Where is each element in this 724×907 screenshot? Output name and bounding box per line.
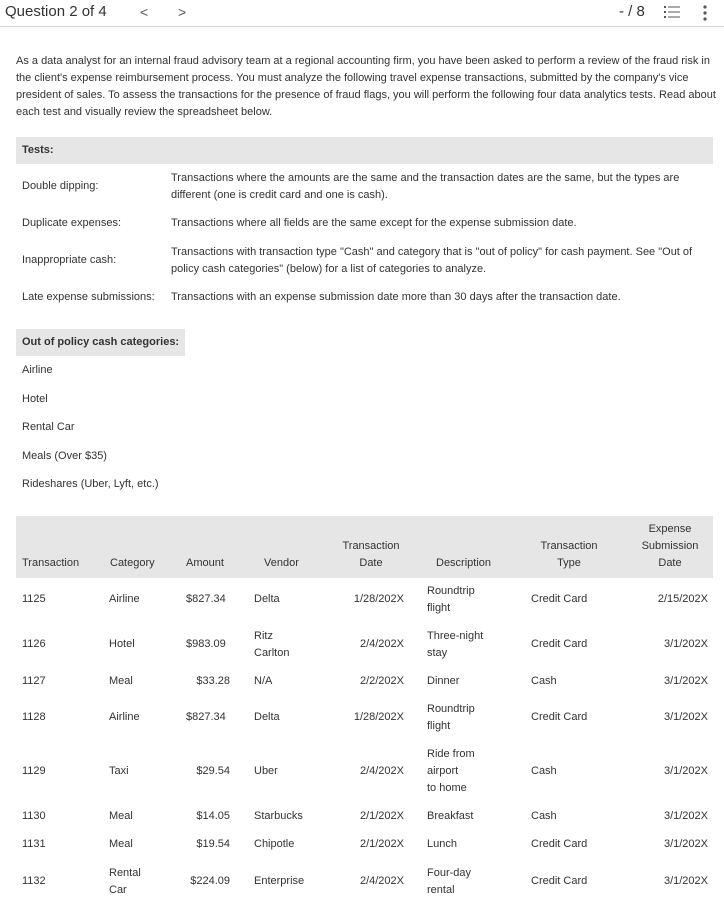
cell-vendor-line: Carlton — [254, 647, 290, 659]
test-label: Inappropriate cash: — [22, 254, 117, 266]
category-item: Rental Car — [22, 421, 75, 433]
test-description: Transactions where the amounts are the same and the transaction dates are the same, but the types are different (one is credit card and one is cash). — [171, 172, 680, 201]
cell-transaction-date: 2/4/202X — [359, 765, 404, 777]
header-line: Date — [658, 557, 682, 569]
column-header-transaction: Transaction — [22, 557, 80, 569]
cell-amount: $33.28 — [196, 675, 230, 687]
cell-transaction: 1128 — [22, 711, 46, 723]
cell-transaction: 1127 — [22, 675, 46, 687]
cell-transaction-type: Cash — [531, 765, 557, 777]
cell-vendor: Uber — [254, 765, 278, 777]
cell-submission-date: 3/1/202X — [663, 765, 708, 777]
cell-description-line: Roundtrip — [427, 585, 475, 597]
cell-description-line: Four-day — [427, 867, 472, 879]
cell-description-line: Roundtrip — [427, 703, 475, 715]
cell-submission-date: 2/15/202X — [657, 593, 708, 605]
question-counter: Question 2 of 4 — [5, 3, 107, 20]
cell-vendor: N/A — [254, 675, 273, 687]
category-item: Meals (Over $35) — [22, 450, 107, 462]
cell-submission-date: 3/1/202X — [663, 675, 708, 687]
column-header-vendor: Vendor — [264, 557, 299, 569]
cell-submission-date: 3/1/202X — [663, 838, 708, 850]
cell-submission-date: 3/1/202X — [663, 810, 708, 822]
header-line: Submission — [641, 540, 699, 552]
cell-transaction-type: Credit Card — [531, 838, 588, 850]
cell-description-line: Three-night — [427, 630, 484, 642]
question-list-icon[interactable] — [664, 5, 680, 19]
cell-transaction-date: 2/2/202X — [359, 675, 404, 687]
cell-category: Airline — [109, 711, 140, 723]
category-item: Hotel — [22, 393, 48, 405]
cell-transaction-type: Credit Card — [531, 875, 588, 887]
cell-vendor: Enterprise — [254, 875, 305, 887]
cell-description-line: rental — [427, 884, 455, 896]
cell-amount: $983.09 — [186, 638, 226, 650]
cell-description: Dinner — [427, 675, 460, 687]
question-toolbar — [0, 0, 724, 27]
cell-category: Taxi — [109, 765, 129, 777]
cell-submission-date: 3/1/202X — [663, 875, 708, 887]
cell-description-line: stay — [427, 647, 448, 659]
cell-transaction-date: 2/1/202X — [359, 838, 404, 850]
cell-amount: $29.54 — [196, 765, 230, 777]
cell-transaction: 1130 — [22, 810, 46, 822]
cell-vendor: Starbucks — [254, 810, 303, 822]
header-line: Expense — [648, 523, 692, 535]
previous-question-button[interactable]: < — [140, 4, 149, 20]
cell-description-line: airport — [427, 765, 459, 777]
cell-transaction-type: Cash — [531, 675, 557, 687]
test-label: Duplicate expenses: — [22, 217, 122, 229]
column-header-description: Description — [436, 557, 492, 569]
cell-category: Meal — [109, 675, 133, 687]
test-description: Transactions where all fields are the same except for the expense submission date. — [171, 217, 577, 229]
column-header-transaction-type — [530, 538, 608, 572]
cell-description-line: flight — [427, 602, 451, 614]
cell-transaction: 1131 — [22, 838, 46, 850]
cell-transaction-date: 1/28/202X — [353, 711, 404, 723]
cell-description: Breakfast — [427, 810, 474, 822]
column-header-category: Category — [110, 557, 155, 569]
cell-category: Meal — [109, 810, 133, 822]
header-line: Type — [557, 557, 581, 569]
category-item: Airline — [22, 364, 53, 376]
test-label: Late expense submissions: — [22, 291, 155, 303]
cell-amount: $827.34 — [186, 593, 226, 605]
cell-transaction-date: 2/4/202X — [359, 638, 404, 650]
more-options-icon[interactable] — [702, 5, 708, 21]
cell-category: Hotel — [109, 638, 135, 650]
cell-amount: $224.09 — [190, 875, 230, 887]
cell-transaction: 1129 — [22, 765, 46, 777]
cell-transaction-type: Cash — [531, 810, 557, 822]
category-item: Rideshares (Uber, Lyft, etc.) — [22, 478, 159, 490]
cash-categories-heading: Out of policy cash categories: — [16, 329, 185, 356]
header-line: Transaction — [342, 540, 400, 552]
cell-vendor: Delta — [254, 711, 280, 723]
test-label: Double dipping: — [22, 180, 99, 192]
cell-amount: $14.05 — [196, 810, 230, 822]
tests-heading: Tests: — [16, 137, 713, 164]
cell-vendor: Delta — [254, 593, 280, 605]
question-score: - / 8 — [619, 3, 645, 20]
cell-category-line: Car — [109, 884, 127, 896]
cell-amount: $827.34 — [186, 711, 226, 723]
cell-transaction: 1125 — [22, 593, 46, 605]
cell-transaction-type: Credit Card — [531, 593, 588, 605]
cell-description-line: to home — [427, 782, 467, 794]
cell-category-line: Rental — [109, 867, 141, 879]
cell-transaction: 1126 — [22, 638, 46, 650]
cell-description-line: Ride from — [427, 748, 475, 760]
cell-transaction-date: 2/4/202X — [359, 875, 404, 887]
cell-category: Airline — [109, 593, 140, 605]
cell-description-line: flight — [427, 720, 451, 732]
cell-transaction-type: Credit Card — [531, 638, 588, 650]
cell-category: Meal — [109, 838, 133, 850]
cell-amount: $19.54 — [196, 838, 230, 850]
test-description: Transactions with an expense submission date more than 30 days after the transaction date. — [171, 291, 621, 303]
column-header-amount: Amount — [186, 557, 224, 569]
column-header-transaction-date — [332, 538, 410, 572]
cell-submission-date: 3/1/202X — [663, 638, 708, 650]
header-line: Transaction — [540, 540, 598, 552]
cell-description: Lunch — [427, 838, 457, 850]
next-question-button[interactable]: > — [178, 4, 187, 20]
cell-vendor: Chipotle — [254, 838, 295, 850]
cell-transaction-type: Credit Card — [531, 711, 588, 723]
cell-transaction: 1132 — [22, 875, 46, 887]
column-header-expense-submission-date — [630, 521, 710, 572]
cell-transaction-date: 1/28/202X — [353, 593, 404, 605]
header-line: Date — [359, 557, 383, 569]
cell-transaction-date: 2/1/202X — [359, 810, 404, 822]
test-description: Transactions with transaction type "Cash" and category that is "out of policy" for cash payment. See "Out of policy cash categories" (below) for a list of categories to analyze. — [171, 246, 693, 275]
cell-vendor-line: Ritz — [254, 630, 273, 642]
question-intro: As a data analyst for an internal fraud advisory team at a regional accounting firm, you have been asked to perform a review of the fraud risk in the client's expense reimbursement process. You must analyze the following travel expense transactions, submitted by the company's vice president of sales. To assess the transactions for the presence of fraud flags, you will perform the following four data analytics tests. Read about each test and visually review the spreadsheet below. — [16, 55, 716, 118]
cell-submission-date: 3/1/202X — [663, 711, 708, 723]
